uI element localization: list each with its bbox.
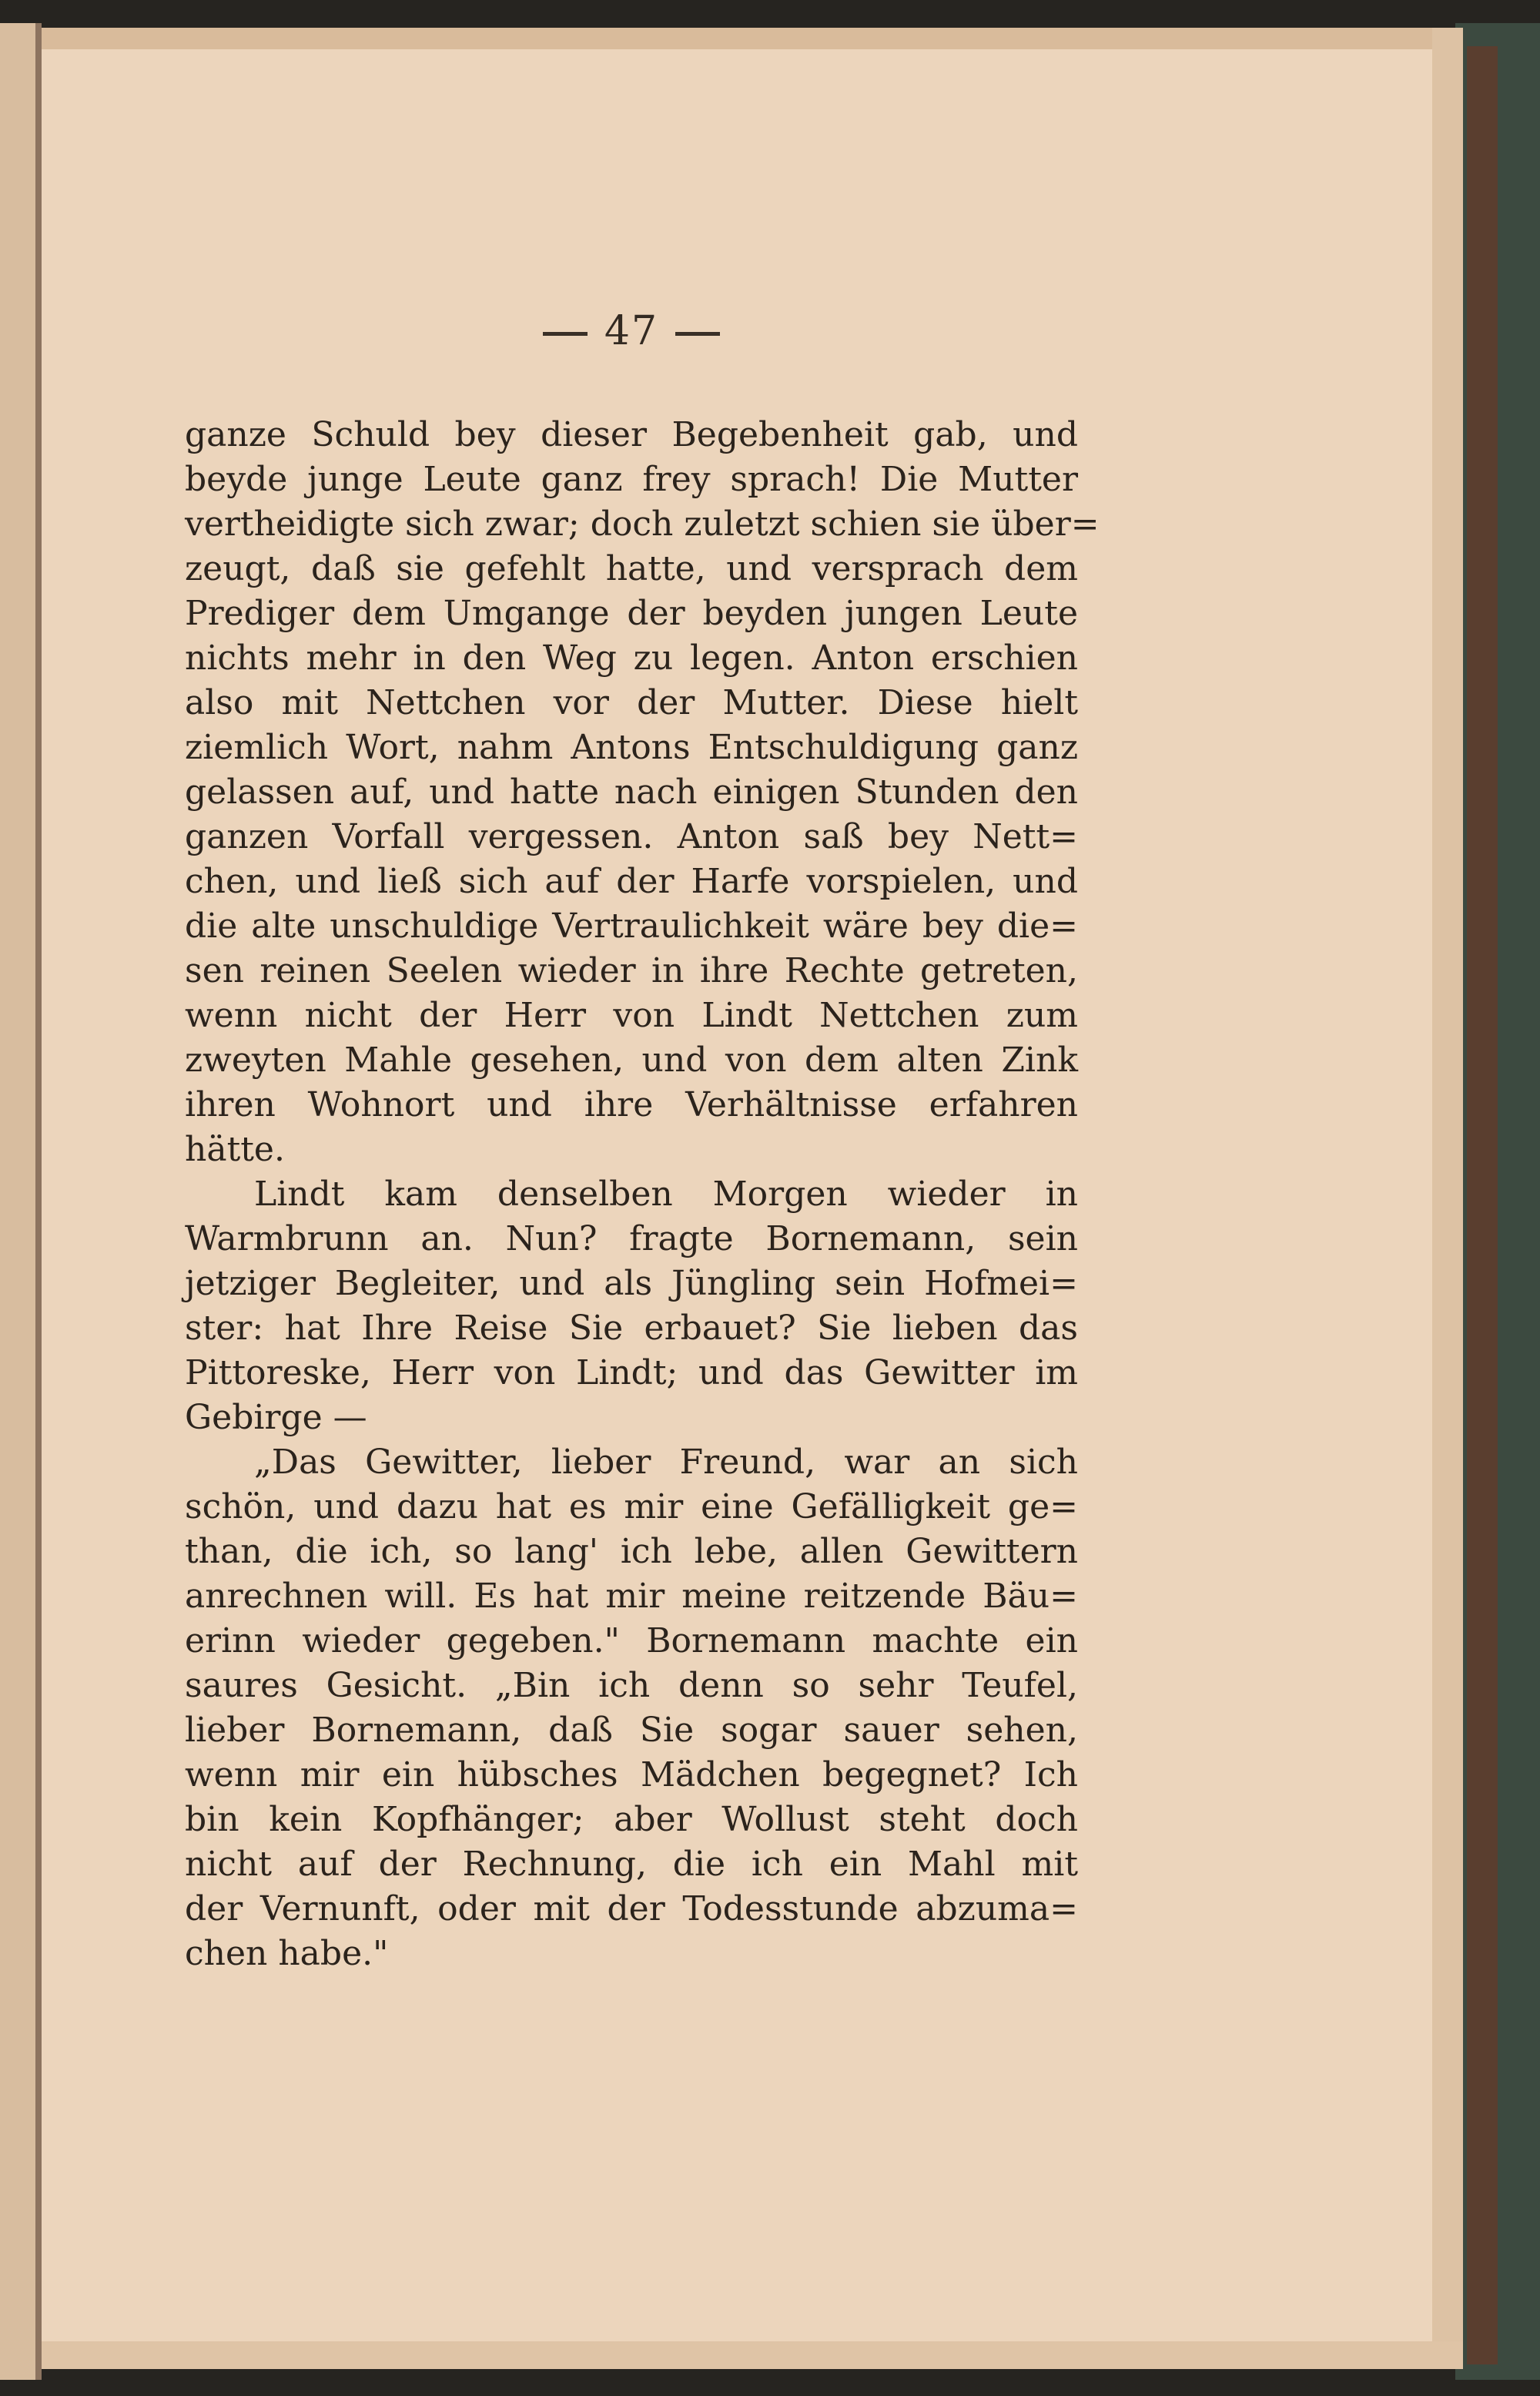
text-line-33: nicht auf der Rechnung, die ich ein Mahl mit — [185, 1845, 1078, 1884]
text-line-1: ganze Schuld bey dieser Begebenheit gab, und — [185, 415, 1078, 454]
text-line-27: anrechnen will. Es hat mir meine reitzende Bäu= — [185, 1577, 1078, 1616]
text-line-26: than, die ich, so lang' ich lebe, allen Gewittern — [185, 1532, 1078, 1571]
text-line-9: gelassen auf, und hatte nach einigen Stunden den — [185, 772, 1078, 812]
paper-top-shade — [42, 28, 1463, 49]
text-line-23: Gebirge — — [185, 1398, 367, 1437]
left-page-edge — [0, 23, 35, 2380]
text-line-32: bin kein Kopfhänger; aber Wollust steht doch — [185, 1800, 1078, 1839]
paper-right-shade — [1432, 28, 1463, 2369]
text-line-12: die alte unschuldige Vertraulichkeit wäre bey die= — [185, 906, 1078, 946]
text-line-5: Prediger dem Umgange der beyden jungen Leute — [185, 594, 1078, 633]
text-line-21: ster: hat Ihre Reise Sie erbauet? Sie lieben das — [185, 1309, 1078, 1348]
text-line-20: jetziger Begleiter, und als Jüngling sein Hofmei= — [185, 1264, 1078, 1303]
dash-left — [543, 332, 588, 336]
text-line-6: nichts mehr in den Weg zu legen. Anton erschien — [185, 638, 1078, 678]
text-line-8: ziemlich Wort, nahm Antons Entschuldigung ganz — [185, 728, 1078, 767]
book-spine-leather — [1467, 46, 1498, 2364]
text-line-3: vertheidigte sich zwar; doch zuletzt schien sie über= — [185, 504, 1100, 544]
text-line-31: wenn mir ein hübsches Mädchen begegnet? Ich — [185, 1755, 1078, 1794]
page-number — [185, 308, 1078, 354]
text-line-17: hätte. — [185, 1130, 285, 1169]
text-line-29: saures Gesicht. „Bin ich denn so sehr Teufel, — [185, 1666, 1078, 1705]
paper-bottom-shade — [42, 2341, 1463, 2369]
dash-right — [675, 332, 720, 336]
text-line-25: schön, und dazu hat es mir eine Gefälligkeit ge= — [185, 1487, 1078, 1526]
text-line-28: erinn wieder gegeben." Bornemann machte ein — [185, 1621, 1078, 1660]
text-line-34: der Vernunft, oder mit der Todesstunde abzuma= — [185, 1889, 1078, 1929]
text-line-15: zweyten Mahle gesehen, und von dem alten Zink — [185, 1041, 1078, 1080]
text-line-4: zeugt, daß sie gefehlt hatte, und versprach dem — [185, 549, 1078, 588]
text-line-10: ganzen Vorfall vergessen. Anton saß bey Nett= — [185, 817, 1078, 856]
text-line-30: lieber Bornemann, daß Sie sogar sauer sehen, — [185, 1711, 1078, 1750]
text-line-18: Lindt kam denselben Morgen wieder in — [254, 1175, 1078, 1214]
text-line-24: „Das Gewitter, lieber Freund, war an sich — [254, 1443, 1078, 1482]
page-number-value: 47 — [604, 308, 659, 354]
text-line-14: wenn nicht der Herr von Lindt Nettchen zum — [185, 996, 1078, 1035]
text-line-19: Warmbrunn an. Nun? fragte Bornemann, sein — [185, 1219, 1078, 1258]
text-line-22: Pittoreske, Herr von Lindt; und das Gewitter im — [185, 1353, 1078, 1392]
text-line-2: beyde junge Leute ganz frey sprach! Die Mutter — [185, 460, 1078, 499]
text-line-11: chen, und ließ sich auf der Harfe vorspielen, und — [185, 862, 1078, 901]
page-text-block — [185, 308, 1100, 1976]
gutter-shadow — [35, 23, 42, 2380]
text-line-16: ihren Wohnort und ihre Verhältnisse erfahren — [185, 1085, 1078, 1124]
text-line-7: also mit Nettchen vor der Mutter. Diese hielt — [185, 683, 1078, 722]
text-line-13: sen reinen Seelen wieder in ihre Rechte getreten, — [185, 951, 1078, 990]
text-line-35: chen habe." — [185, 1934, 389, 1973]
